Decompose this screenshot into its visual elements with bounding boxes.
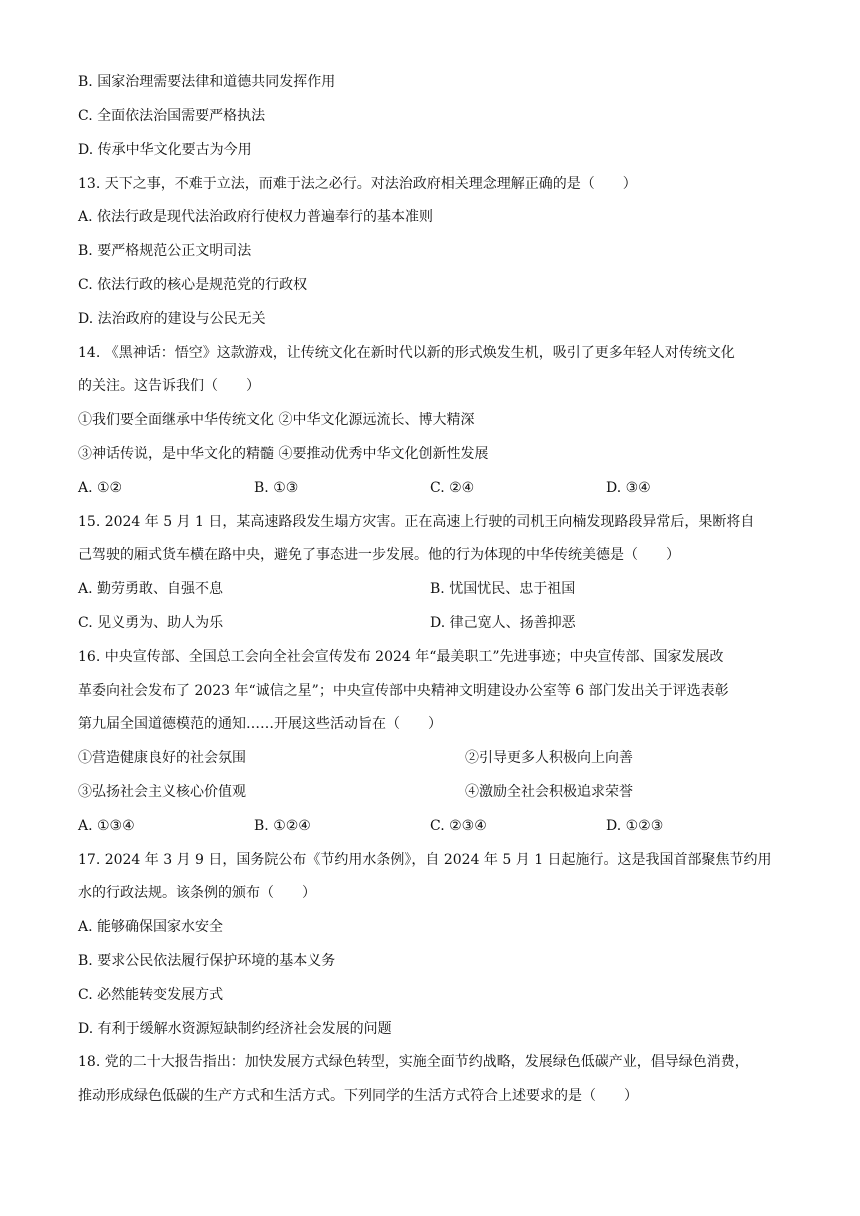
- q16-stem-line2: 革委向社会发布了 2023 年“诚信之星”；中央宣传部中央精神文明建设办公室等 6 部门发出关于评选表彰: [78, 683, 729, 699]
- q13-option-c: C. 依法行政的核心是规范党的行政权: [78, 277, 308, 293]
- q15-stem-line1: 15. 2024 年 5 月 1 日，某高速路段发生塌方灾害。正在高速上行驶的司机王向楠发现路段异常后，果断将自: [78, 514, 755, 530]
- q15-option-d: D. 律己宽人、扬善抑恶: [430, 615, 576, 631]
- q13-option-a: A. 依法行政是现代法治政府行使权力普遍奉行的基本准则: [78, 209, 434, 225]
- q17-option-b: B. 要求公民依法履行保护环境的基本义务: [78, 953, 336, 969]
- q16-item-3: ③弘扬社会主义核心价值观: [78, 784, 246, 800]
- q15-option-b: B. 忧国忧民、忠于祖国: [430, 581, 576, 597]
- q16-option-b: B. ①②④: [254, 818, 311, 834]
- q16-option-a: A. ①③④: [78, 818, 135, 834]
- q14-option-a: A. ①②: [78, 480, 123, 496]
- q18-stem-line1: 18. 党的二十大报告指出：加快发展方式绿色转型，实施全面节约战略，发展绿色低碳产业，倡导绿色消费，: [78, 1054, 749, 1070]
- q15-stem-line2: 己驾驶的厢式货车横在路中央，避免了事态进一步发展。他的行为体现的中华传统美德是（ ）: [78, 547, 680, 563]
- q13-stem: 13. 天下之事，不难于立法，而难于法之必行。对法治政府相关理念理解正确的是（ ）: [78, 176, 637, 192]
- q14-stem-line1: 14. 《黑神话：悟空》这款游戏，让传统文化在新时代以新的形式焕发生机，吸引了更多年轻人对传统文化: [78, 345, 735, 361]
- q15-option-a: A. 勤劳勇敢、自强不息: [78, 581, 224, 597]
- q16-stem-line1: 16. 中央宣传部、全国总工会向全社会宣传发布 2024 年“最美职工”先进事迹；中央宣传部、国家发展改: [78, 649, 724, 665]
- q16-item-2: ②引导更多人积极向上向善: [465, 750, 633, 766]
- q14-items-line2: ③神话传说，是中华文化的精髓 ④要推动优秀中华文化创新性发展: [78, 446, 489, 462]
- q14-items-line1: ①我们要全面继承中华传统文化 ②中华文化源远流长、博大精深: [78, 412, 475, 428]
- q15-option-c: C. 见义勇为、助人为乐: [78, 615, 224, 631]
- q12-option-b: B. 国家治理需要法律和道德共同发挥作用: [78, 74, 336, 90]
- q18-stem-line2: 推动形成绿色低碳的生产方式和生活方式。下列同学的生活方式符合上述要求的是（ ）: [78, 1088, 638, 1104]
- q12-option-d: D. 传承中华文化要古为今用: [78, 142, 252, 158]
- q17-option-d: D. 有利于缓解水资源短缺制约经济社会发展的问题: [78, 1021, 392, 1037]
- q12-option-c: C. 全面依法治国需要严格执法: [78, 108, 266, 124]
- q16-options: [78, 816, 778, 836]
- q14-option-b: B. ①③: [254, 480, 299, 496]
- q16-option-c: C. ②③④: [430, 818, 487, 834]
- q17-option-a: A. 能够确保国家水安全: [78, 919, 224, 935]
- q16-stem-line3: 第九届全国道德模范的通知……开展这些活动旨在（ ）: [78, 716, 442, 732]
- q16-option-d: D. ①②③: [606, 818, 664, 834]
- q17-stem-line1: 17. 2024 年 3 月 9 日，国务院公布《节约用水条例》，自 2024 年 5 月 1 日起施行。这是我国首部聚焦节约用: [78, 852, 772, 868]
- q14-options: [78, 478, 778, 498]
- q14-option-c: C. ②④: [430, 480, 475, 496]
- q14-stem-line2: 的关注。这告诉我们（ ）: [78, 378, 260, 394]
- q17-option-c: C. 必然能转变发展方式: [78, 987, 224, 1003]
- q14-option-d: D. ③④: [606, 480, 651, 496]
- q16-item-4: ④激励全社会积极追求荣誉: [465, 784, 633, 800]
- q13-option-d: D. 法治政府的建设与公民无关: [78, 311, 266, 327]
- q13-option-b: B. 要严格规范公正文明司法: [78, 243, 252, 259]
- q16-item-1: ①营造健康良好的社会氛围: [78, 750, 246, 766]
- q17-stem-line2: 水的行政法规。该条例的颁布（ ）: [78, 885, 316, 901]
